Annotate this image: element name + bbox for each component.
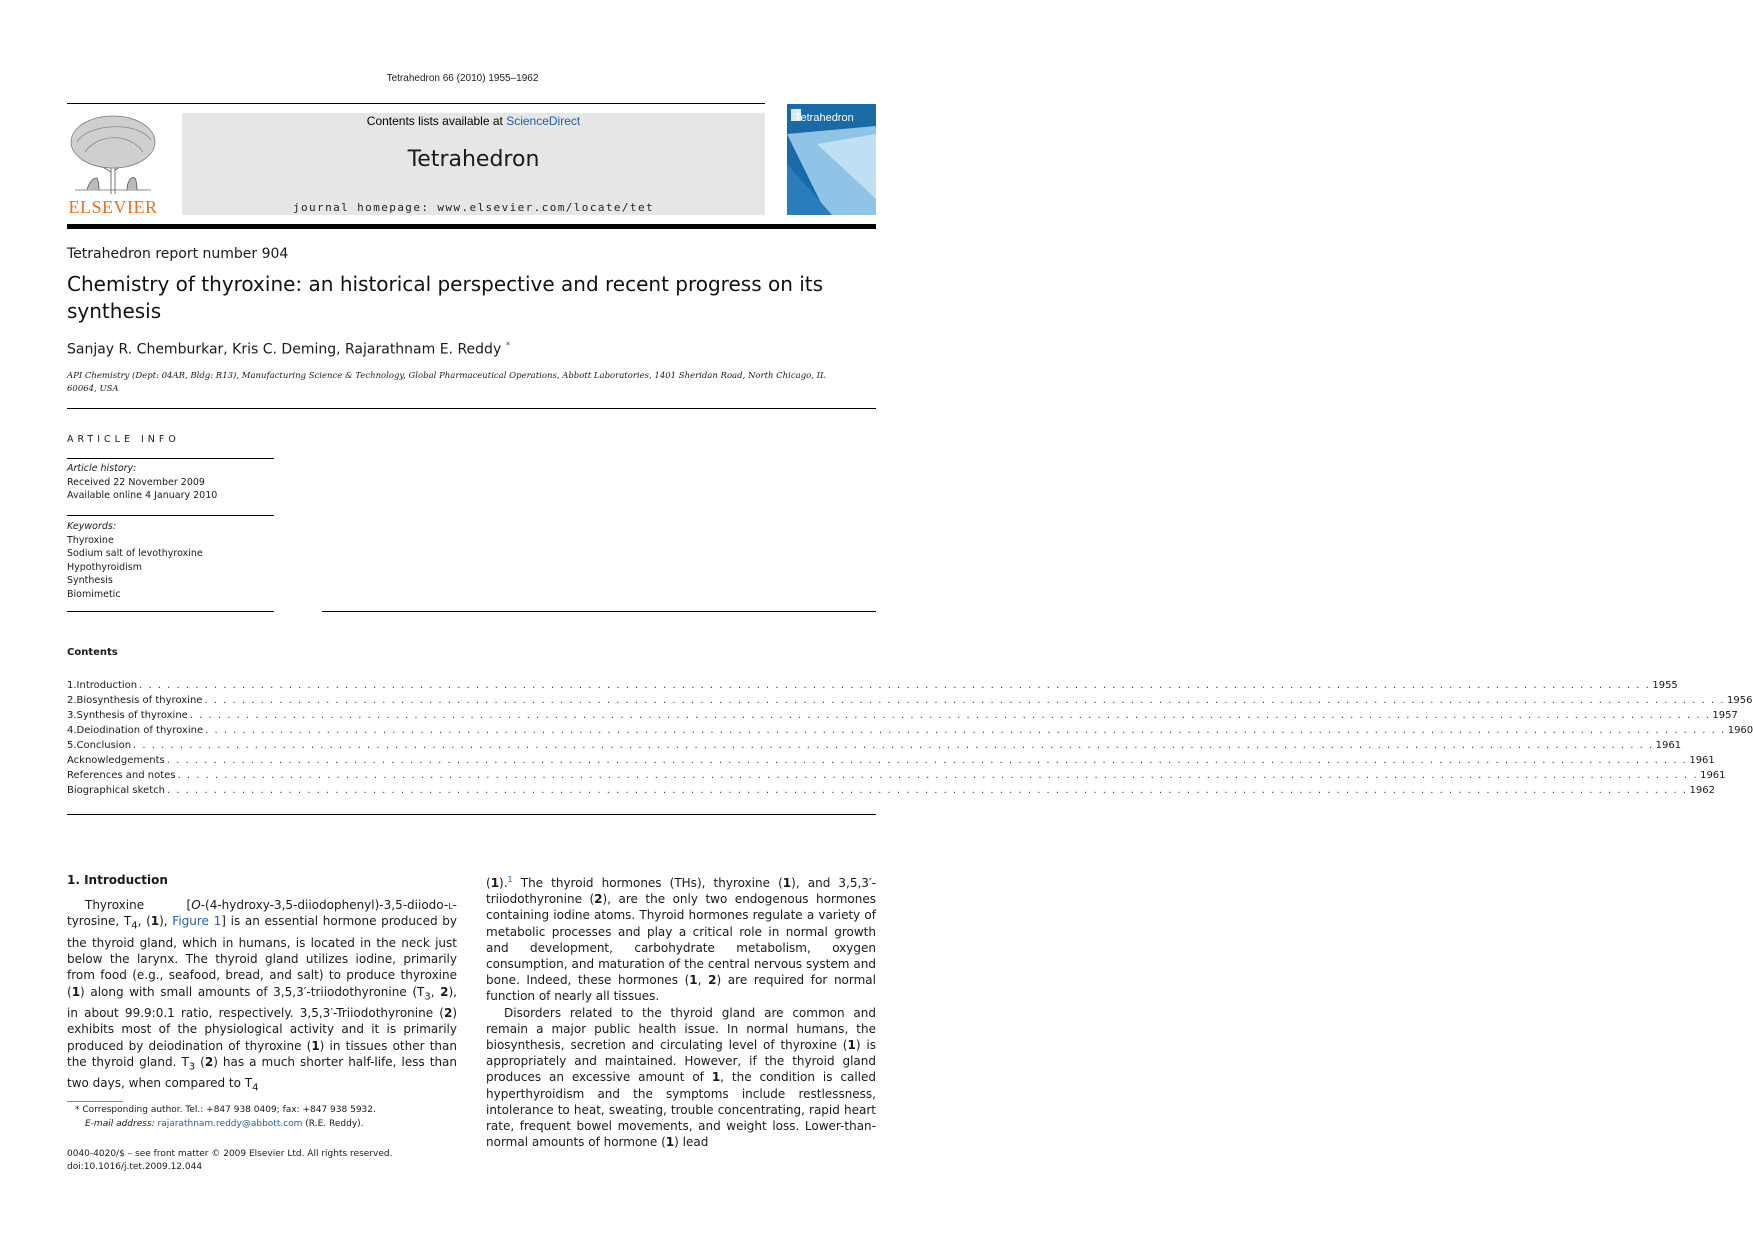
abstract-rule bbox=[322, 611, 876, 612]
elsevier-wordmark: ELSEVIER bbox=[68, 197, 158, 217]
toc-entry[interactable]: 3. Synthesis of thyroxine . . . . . . . . . . . . . . . . . . . . . . . . . . . . . . . . . . . . . . . . . . . . . . . . . . . . . . . . . . . . . . . . . . . . . . . . . . . . . . . . . . . . . . . . . . . . . . . . . . . . . . . . . . . . . . . . . . . . . . . . . . . . . . . . . . . . . . . . . . . . . . . . . . . . . . . . . . . . . . . . . . . 1957 bbox=[67, 710, 1738, 721]
contents-availability: Contents lists available at ScienceDirect bbox=[366, 114, 581, 128]
body-paragraph: Thyroxine [O-(4-hydroxy-3,5-diiodophenyl)-3,5-diiodo-l-tyrosine, $T_4$, (1), Figure 1] is an essential hormone produced by the thyroid gland, which in humans, is located in the neck just below the larynx. The thyroid gland utilizes iodine, primarily from food (e.g., seafood, bread, and salt) to produce thyroxine (1) along with small amounts of 3,5,3′-triiodothyronine ($T_3$, 2), in about 99.9:0.1 ratio, respectively. 3,5,3′-Triiodothyronine (2) exhibits most of the physiological activity and it is primarily produced by deiodination of thyroxine (1) in tissues other than the thyroid gland. $T_3$ (2) has a much shorter half-life, less than two days, when compared to $T_4$ bbox=[67, 898, 458, 1094]
journal-masthead bbox=[182, 113, 765, 215]
reference-link[interactable]: 1 bbox=[507, 875, 513, 884]
doi-line[interactable]: doi:10.1016/j.tet.2009.12.044 bbox=[67, 1162, 203, 1172]
keywords-end-rule bbox=[67, 611, 274, 612]
journal-citation: Tetrahedron 66 (2010) 1955–1962 bbox=[386, 73, 539, 84]
header-rule bbox=[67, 103, 765, 104]
tree-icon bbox=[67, 112, 159, 196]
cover-title: Tetrahedron bbox=[795, 112, 854, 124]
journal-homepage[interactable]: journal homepage: www.elsevier.com/locate/tet bbox=[292, 201, 654, 214]
body-left-column bbox=[67, 872, 457, 1097]
section-rule bbox=[67, 408, 876, 409]
masthead-bottom-rule bbox=[67, 224, 876, 229]
toc-entry[interactable]: 2. Biosynthesis of thyroxine . . . . . . . . . . . . . . . . . . . . . . . . . . . . . . . . . . . . . . . . . . . . . . . . . . . . . . . . . . . . . . . . . . . . . . . . . . . . . . . . . . . . . . . . . . . . . . . . . . . . . . . . . . . . . . . . . . . . . . . . . . . . . . . . . . . . . . . . . . . . . . . . . . . . . . . . . . . . . . . . . . . 1956 bbox=[67, 695, 1753, 706]
issn-line: 0040-4020/$ – see front matter © 2009 Elsevier Ltd. All rights reserved. bbox=[67, 1149, 393, 1159]
article-title: Chemistry of thyroxine: an historical perspective and recent progress on its synthesis bbox=[67, 272, 824, 323]
keyword: Sodium salt of levothyroxine bbox=[67, 548, 203, 559]
footnote: * Corresponding author. Tel.: +847 938 0409; fax: +847 938 5932. E-mail address: rajarathnam.reddy@abbott.com (R.E. Reddy). bbox=[75, 1105, 376, 1129]
toc-entry[interactable]: 1. Introduction . . . . . . . . . . . . . . . . . . . . . . . . . . . . . . . . . . . . . . . . . . . . . . . . . . . . . . . . . . . . . . . . . . . . . . . . . . . . . . . . . . . . . . . . . . . . . . . . . . . . . . . . . . . . . . . . . . . . . . . . . . . . . . . . . . . . . . . . . . . . . . . . . . . . . . . . . . . . . . . . . . 1955 bbox=[67, 680, 1678, 691]
article-info-rule bbox=[67, 458, 274, 459]
keyword: Hypothyroidism bbox=[67, 561, 142, 573]
email-link[interactable]: rajarathnam.reddy@abbott.com bbox=[157, 1118, 303, 1129]
body-paragraph: Disorders related to the thyroid gland are common and remain a major public health issue. In normal humans, the biosynthesis, secretion and circulating level of thyroxine (1) is appropriately and maintained. However, if the thyroid gland produces an excessive amount of 1, the condition is called hyperthyroidism and the symptoms include restlessness, intolerance to heat, sweating, trouble concentrating, rapid heart rate, frequent bowel movements, and weight loss. Lower-than-normal amounts of hormone (1) lead bbox=[486, 1005, 876, 1150]
author-list: Sanjay R. Chemburkar, Kris C. Deming, Rajarathnam E. Reddy * bbox=[67, 341, 511, 358]
toc-entry[interactable]: 4. Deiodination of thyroxine . . . . . . . . . . . . . . . . . . . . . . . . . . . . . . . . . . . . . . . . . . . . . . . . . . . . . . . . . . . . . . . . . . . . . . . . . . . . . . . . . . . . . . . . . . . . . . . . . . . . . . . . . . . . . . . . . . . . . . . . . . . . . . . . . . . . . . . . . . . . . . . . . . . . . . . . . . . . . . . . . . . 1960 bbox=[67, 725, 1753, 736]
journal-name: Tetrahedron bbox=[407, 147, 540, 172]
body-paragraph: (1).$^1$ The thyroid hormones (THs), thyroxine (1), and 3,5,3′-triiodothyronine (2), are the only two endogenous hormones containing iodine atoms. Thyroid hormones regulate a variety of metabolic processes and play a critical role in normal growth and development, carbohydrate metabolism, oxygen consumption, and maturation of the central nervous system and bone. Indeed, these hormones (1, 2) are required for normal function of nearly all tissues. bbox=[486, 875, 876, 1004]
toc-entry[interactable]: Biographical sketch . . . . . . . . . . . . . . . . . . . . . . . . . . . . . . . . . . . . . . . . . . . . . . . . . . . . . . . . . . . . . . . . . . . . . . . . . . . . . . . . . . . . . . . . . . . . . . . . . . . . . . . . . . . . . . . . . . . . . . . . . . . . . . . . . . . . . . . . . . . . . . . . . . . . . . . . . . . . . . . . . . . 1962 bbox=[67, 785, 1715, 796]
section-heading: 1. Introduction bbox=[67, 873, 168, 887]
keyword: Biomimetic bbox=[67, 588, 121, 600]
affiliation: API Chemistry (Dept: 04AR, Bldg: R13), Manufacturing Science & Technology, Global Pharmaceutical Operations, Abbott Laboratories, 1401 Sheridan Road, North Chicago, IL 60064, USA bbox=[67, 371, 826, 394]
figure-link[interactable]: Figure 1 bbox=[172, 914, 222, 929]
sciencedirect-link[interactable]: ScienceDirect bbox=[506, 114, 581, 128]
keywords-block: Keywords: Thyroxine Sodium salt of levothyroxine Hypothyroidism Synthesis Biomimetic bbox=[67, 521, 203, 600]
keywords-rule bbox=[67, 515, 274, 516]
journal-cover bbox=[787, 104, 876, 215]
table-of-contents bbox=[67, 678, 1753, 798]
toc-entry[interactable]: Acknowledgements . . . . . . . . . . . . . . . . . . . . . . . . . . . . . . . . . . . . . . . . . . . . . . . . . . . . . . . . . . . . . . . . . . . . . . . . . . . . . . . . . . . . . . . . . . . . . . . . . . . . . . . . . . . . . . . . . . . . . . . . . . . . . . . . . . . . . . . . . . . . . . . . . . . . . . . . . . . . . . . . . . . 1961 bbox=[67, 755, 1715, 766]
article-info-heading: ARTICLE INFO bbox=[67, 434, 180, 445]
keyword: Synthesis bbox=[67, 575, 113, 586]
elsevier-logo bbox=[67, 112, 159, 218]
corresponding-author-mark[interactable]: * bbox=[505, 341, 511, 351]
article-history: Article history: Received 22 November 2009 Available online 4 January 2010 bbox=[67, 463, 218, 501]
contents-heading: Contents bbox=[67, 647, 118, 658]
contents-end-rule bbox=[67, 814, 876, 815]
report-number: Tetrahedron report number 904 bbox=[67, 246, 289, 262]
copyright-info bbox=[67, 1148, 392, 1174]
toc-entry[interactable]: References and notes . . . . . . . . . . . . . . . . . . . . . . . . . . . . . . . . . . . . . . . . . . . . . . . . . . . . . . . . . . . . . . . . . . . . . . . . . . . . . . . . . . . . . . . . . . . . . . . . . . . . . . . . . . . . . . . . . . . . . . . . . . . . . . . . . . . . . . . . . . . . . . . . . . . . . . . . . . . . . . . . . . . 1961 bbox=[67, 770, 1726, 781]
footnote-rule bbox=[67, 1101, 123, 1102]
body-right-column bbox=[486, 872, 876, 1150]
toc-entry[interactable]: 5. Conclusion . . . . . . . . . . . . . . . . . . . . . . . . . . . . . . . . . . . . . . . . . . . . . . . . . . . . . . . . . . . . . . . . . . . . . . . . . . . . . . . . . . . . . . . . . . . . . . . . . . . . . . . . . . . . . . . . . . . . . . . . . . . . . . . . . . . . . . . . . . . . . . . . . . . . . . . . . . . . . . . . . . . 1961 bbox=[67, 740, 1682, 751]
keyword: Thyroxine bbox=[67, 534, 114, 546]
